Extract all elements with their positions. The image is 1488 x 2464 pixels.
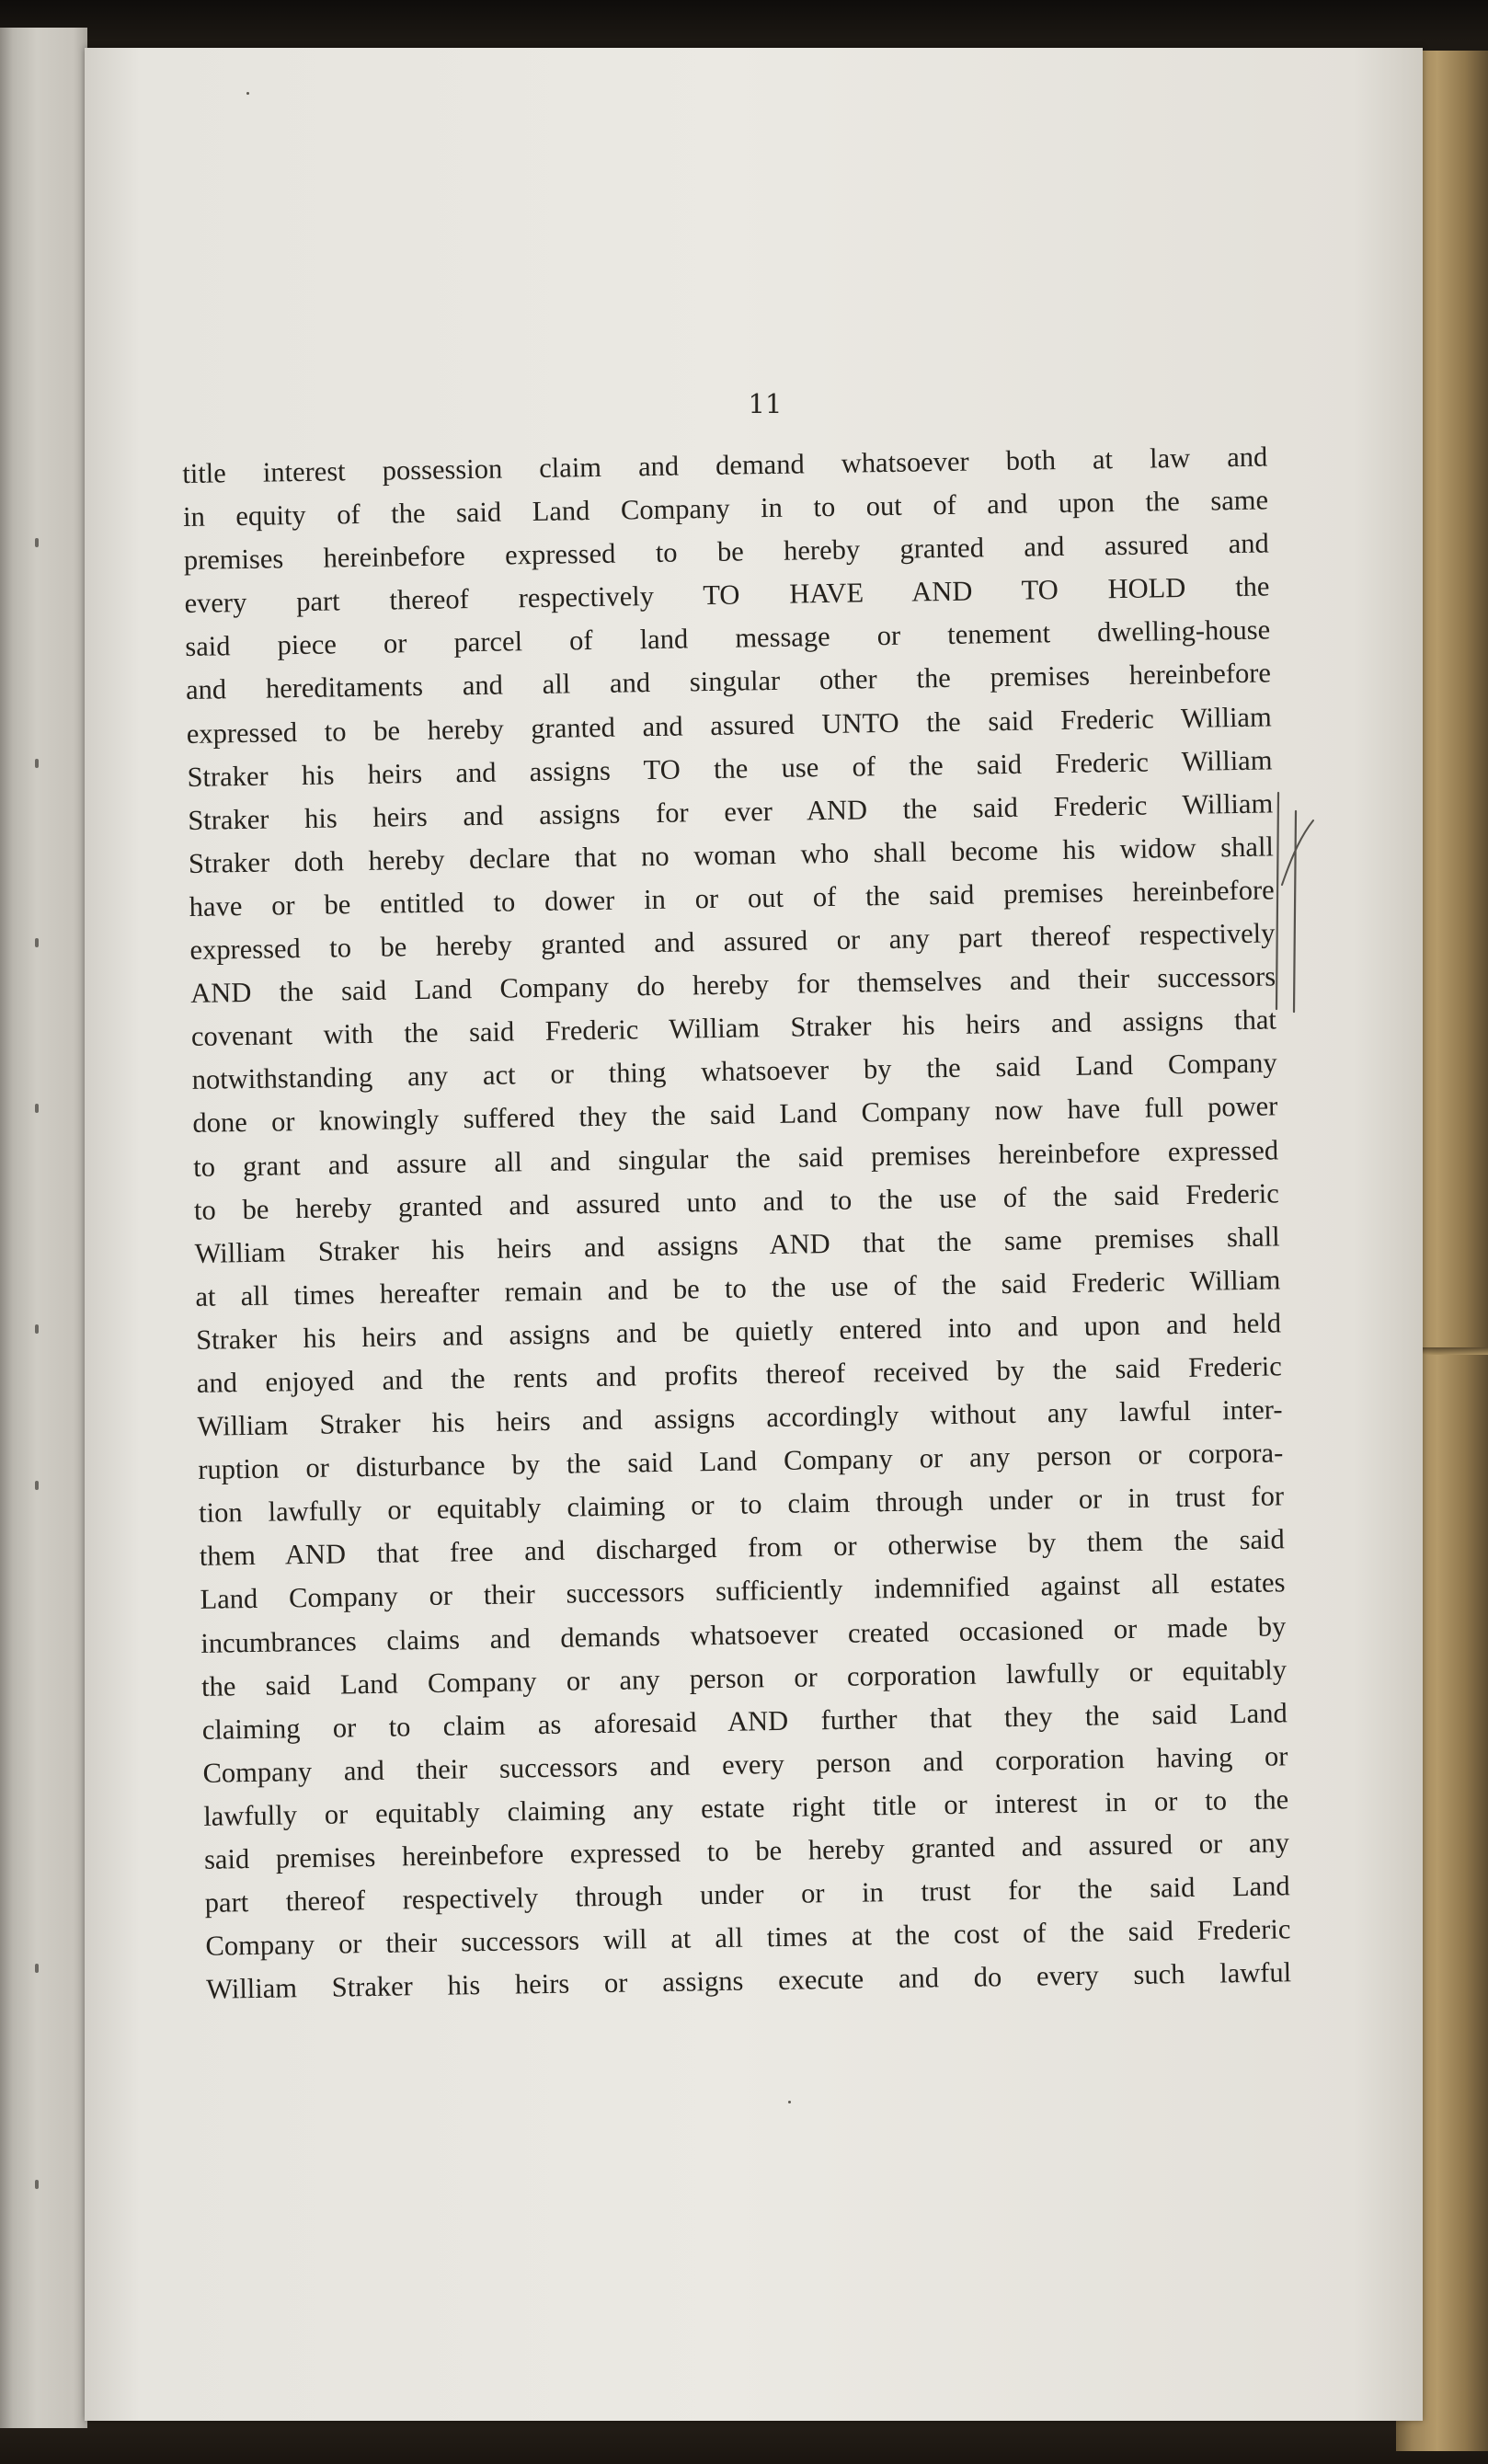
edge-mark <box>35 1964 39 1973</box>
text-line: Land Company or their successors sufficiently indemnified against all estates <box>200 1566 1286 1616</box>
text-line: said premises hereinbefore expressed to be hereby granted and assured or any <box>203 1827 1290 1875</box>
text-line: incumbrances claims and demands whatsoever created occasioned or made by <box>200 1610 1287 1659</box>
pencil-margin-mark <box>1271 784 1317 1014</box>
text-line: AND the said Land Company do hereby for themselves and their successors <box>189 960 1276 1010</box>
edge-mark <box>35 1481 39 1490</box>
text-line: said piece or parcel of land message or tenement dwelling-house <box>185 613 1271 663</box>
text-line: William Straker his heirs or assigns execute and do every such lawful <box>205 1956 1292 2006</box>
text-line: have or be entitled to dower in or out of the said premises hereinbefore <box>189 874 1275 923</box>
edge-mark <box>35 759 39 768</box>
edge-mark <box>35 538 39 547</box>
text-line: tion lawfully or equitably claiming or to claim through under or in trust for <box>198 1480 1285 1530</box>
text-line: them AND that free and discharged from or otherwise by them the said <box>199 1523 1285 1573</box>
page-number: 11 <box>748 388 783 419</box>
text-line: Straker his heirs and assigns TO the use of the said Frederic William <box>187 744 1273 793</box>
text-line: at all times hereafter remain and be to the use of the said Frederic William <box>195 1264 1281 1312</box>
text-line: William Straker his heirs and assigns accordingly without any lawful inter- <box>197 1393 1283 1442</box>
paper-speck <box>788 2101 791 2103</box>
text-line: expressed to be hereby granted and assured UNTO the said Frederic William <box>186 700 1272 750</box>
document-page <box>85 48 1423 2421</box>
text-line: to be hereby granted and assured unto and to the use of the said Frederic <box>193 1176 1280 1226</box>
text-line: ruption or disturbance by the said Land Company or any person or corpora- <box>198 1437 1284 1486</box>
paper-speck <box>246 92 249 95</box>
text-line: every part thereof respectively TO HAVE AND TO HOLD the <box>184 570 1270 620</box>
text-line: covenant with the said Frederic William Straker his heirs and assigns that <box>190 1003 1277 1053</box>
edge-mark <box>35 1324 39 1334</box>
text-line: title interest possession claim and demand whatsoever both at law and <box>182 441 1268 489</box>
text-line: William Straker his heirs and assigns AND that the same premises shall <box>194 1221 1280 1269</box>
text-line: the said Land Company or any person or corporation lawfully or equitably <box>200 1653 1288 1702</box>
text-line: lawfully or equitably claiming any estate right title or interest in or to the <box>203 1783 1289 1832</box>
text-line: part thereof respectively through under or in trust for the said Land <box>204 1870 1290 1919</box>
edge-mark <box>35 938 39 947</box>
text-line: done or knowingly suffered they the said Land Company now have full power <box>192 1090 1278 1140</box>
text-line: and enjoyed and the rents and profits thereof received by the said Frederic <box>196 1350 1283 1399</box>
body-text <box>182 435 1291 2011</box>
text-line: notwithstanding any act or thing whatsoever by the said Land Company <box>191 1047 1277 1096</box>
text-line: to grant and assure all and singular the said premises hereinbefore expressed <box>192 1133 1279 1183</box>
text-line: expressed to be hereby granted and assured or any part thereof respectively <box>189 917 1276 966</box>
text-line: Straker doth hereby declare that no woman who shall become his widow shall <box>188 831 1275 879</box>
pencil-mark-icon <box>1271 784 1317 1014</box>
text-line: Company and their successors and every person and corporation having or <box>202 1740 1288 1789</box>
text-line: and hereditaments and all and singular other the premises hereinbefore <box>185 657 1272 706</box>
text-line: premises hereinbefore expressed to be hereby granted and assured and <box>183 527 1269 577</box>
left-page-edge <box>0 28 87 2428</box>
text-line: in equity of the said Land Company in to out of and upon the same <box>182 484 1269 533</box>
text-line: Company or their successors will at all times at the cost of the said Frederic <box>205 1913 1291 1962</box>
text-line: claiming or to claim as aforesaid AND further that they the said Land <box>201 1697 1288 1746</box>
text-line: Straker his heirs and assigns and be quietly entered into and upon and held <box>195 1307 1282 1356</box>
edge-mark <box>35 1104 39 1113</box>
text-line: Straker his heirs and assigns for ever AND the said Frederic William <box>188 787 1274 836</box>
edge-mark <box>35 2180 39 2189</box>
